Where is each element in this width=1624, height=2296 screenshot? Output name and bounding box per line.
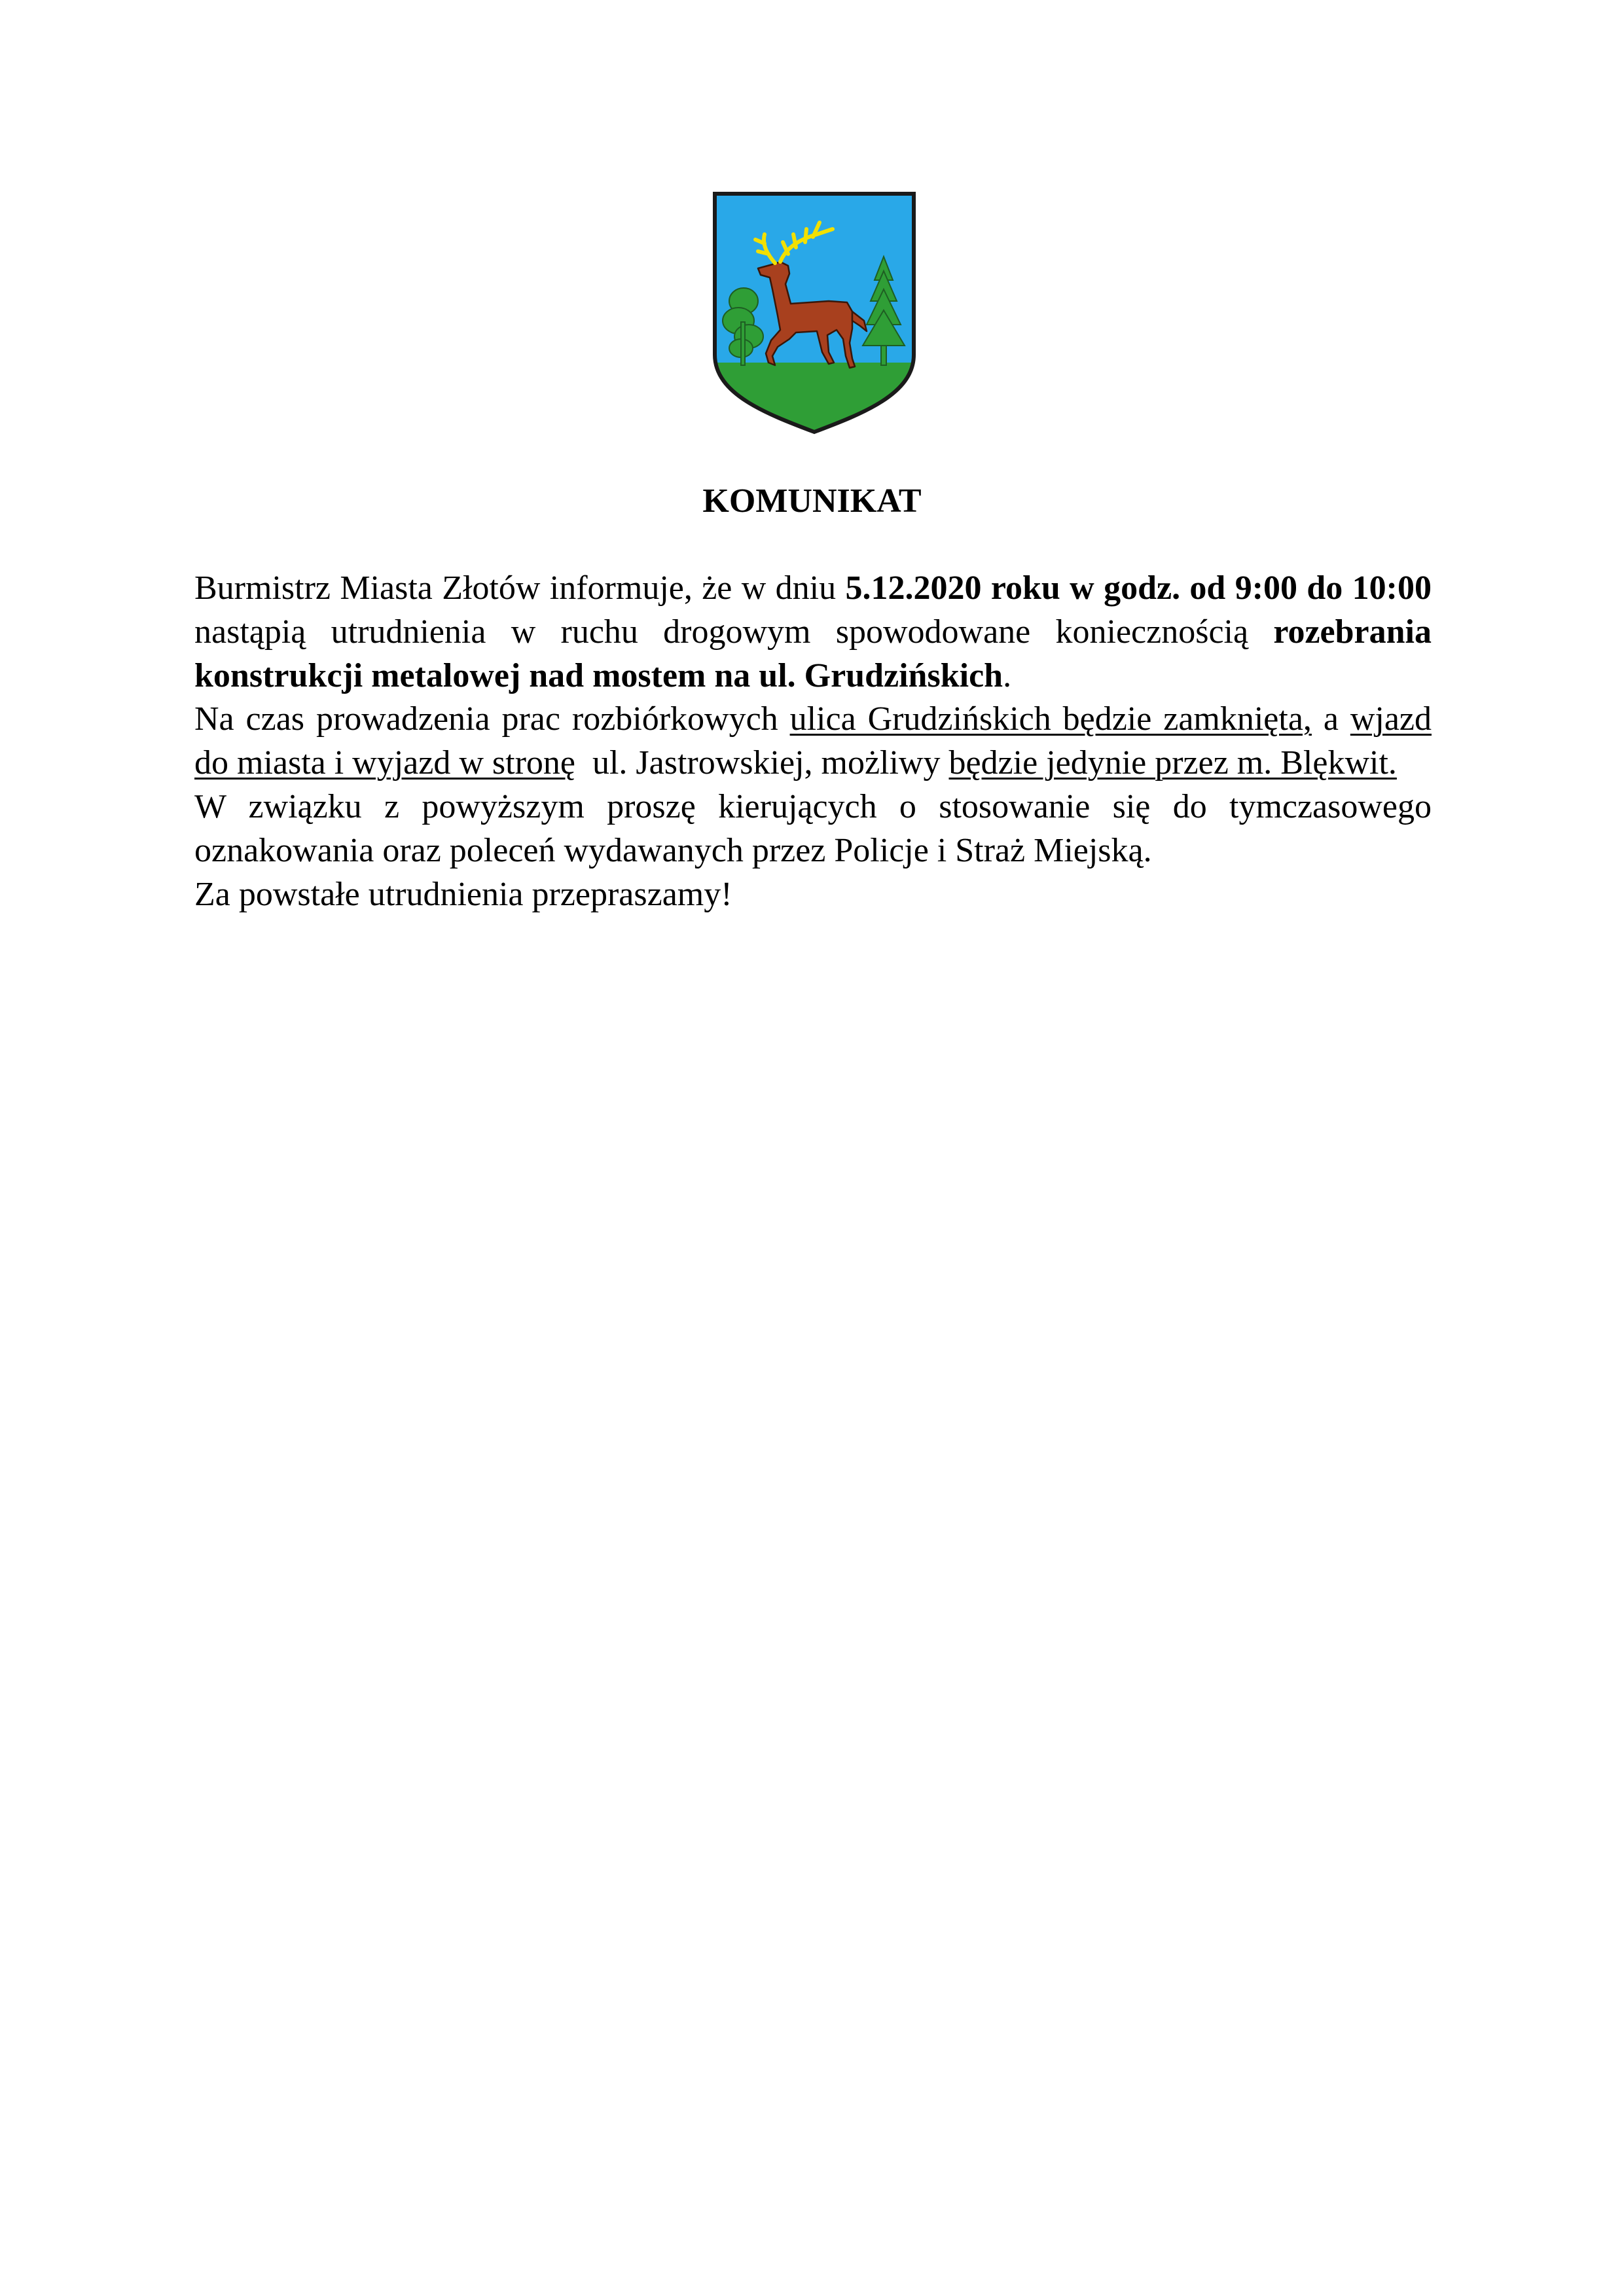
schedule-end-text: . (1003, 656, 1012, 694)
closure-detour-underlined: będzie jedynie przez m. Blękwit. (948, 744, 1397, 782)
schedule-intro-text: Burmistrz Miasta Złotów informuje, że w dniu (194, 569, 846, 607)
closure-entry-underlined: wjazd do miasta i wyjazd w stronę (194, 700, 1432, 782)
schedule-work-bold: rozebrania konstrukcji metalowej nad mostem na ul. Grudzińskich (194, 613, 1432, 694)
paragraph-closure (194, 698, 1432, 785)
closure-street-text: ul. Jastrowskiej, możliwy (575, 744, 949, 782)
paragraph-apology: Za powstałe utrudnienia przepraszamy! (194, 875, 732, 913)
paragraph-schedule (194, 567, 1432, 698)
schedule-middle-text: nastąpią utrudnienia w ruchu drogowym spowodowane koniecznością (194, 613, 1274, 651)
schedule-datetime-bold: 5.12.2020 roku w godz. od 9:00 do 10:00 (845, 569, 1432, 607)
announcement-body (194, 567, 1432, 916)
document-title: KOMUNIKAT (702, 482, 922, 520)
closure-street-underlined: ulica Grudzińskich będzie zamknięta, (789, 700, 1312, 738)
zlotow-coat-of-arms-deer-icon (712, 191, 916, 435)
closure-connector-text: a (1311, 700, 1350, 738)
closure-intro-text: Na czas prowadzenia prac rozbiórkowych (194, 700, 790, 738)
paragraph-instructions: W związku z powyższym proszę kierujących o stosowanie się do tymczasowego oznakowania oraz poleceń wydawanych przez Policje i Straż Miejską. (194, 787, 1432, 869)
